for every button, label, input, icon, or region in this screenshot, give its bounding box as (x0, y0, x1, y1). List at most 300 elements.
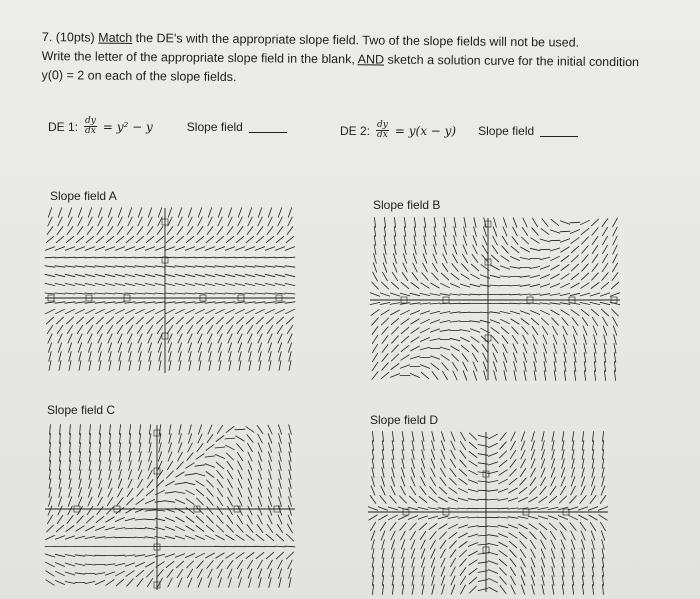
slope-segment (136, 317, 143, 324)
slope-segment (246, 309, 255, 313)
slope-segment (469, 560, 477, 565)
slope-segment (439, 487, 446, 494)
slope-segment (391, 354, 398, 361)
slope-segment (119, 443, 121, 453)
slope-segment (135, 257, 145, 258)
slope-segment (69, 488, 72, 498)
slope-segment (75, 266, 85, 267)
slope-segment (613, 236, 617, 245)
slope-segment (235, 266, 245, 267)
slope-segment (197, 325, 203, 333)
slope-segment (442, 263, 448, 271)
slope-segment (236, 317, 243, 324)
slope-segment (266, 317, 273, 324)
slope-segment (287, 227, 293, 235)
slope-segment (289, 461, 291, 471)
slope-segment (511, 432, 515, 441)
slope-segment (503, 353, 507, 362)
slope-segment (235, 293, 245, 294)
slope-segment (259, 361, 261, 371)
de1-answer-blank[interactable] (249, 120, 287, 133)
slope-segment (186, 499, 194, 505)
slope-segment (410, 356, 420, 359)
de2-answer-blank[interactable] (540, 124, 578, 137)
slope-segment (441, 558, 445, 567)
slope-segment (449, 532, 457, 538)
slope-segment (612, 309, 619, 316)
slope-segment (510, 285, 520, 286)
slope-segment (394, 254, 397, 264)
slope-segment (580, 522, 586, 530)
slope-segment (373, 272, 378, 281)
slope-segment (227, 560, 233, 568)
slope-segment (88, 217, 92, 226)
slope-segment (96, 236, 104, 242)
slope-segment (482, 344, 488, 352)
slope-segment (257, 425, 263, 433)
slope-segment (218, 334, 222, 343)
slope-segment (196, 526, 204, 532)
slope-segment (85, 274, 95, 276)
slope-segment (520, 258, 530, 260)
slope-segment (600, 495, 606, 503)
slope-segment (483, 353, 488, 362)
slope-segment (539, 523, 547, 529)
slope-segment (228, 506, 233, 515)
slope-segment (195, 257, 205, 258)
slope-segment (451, 432, 455, 441)
slope-segment (592, 228, 598, 236)
slope-segment (257, 325, 263, 333)
slope-segment (532, 585, 535, 595)
slope-segment (524, 362, 526, 372)
slope-segment (468, 499, 478, 501)
slope-segment (188, 434, 191, 443)
slope-segment (403, 254, 406, 263)
slope-segment (574, 371, 575, 381)
slope-segment (108, 217, 112, 226)
slope-segment (582, 549, 584, 559)
slope-segment (424, 236, 426, 246)
slope-segment (227, 453, 234, 460)
slope-segment (564, 362, 566, 372)
slope-segment (115, 247, 124, 251)
slope-field-b[interactable] (370, 218, 620, 380)
slope-segment (592, 236, 598, 244)
slope-segment (461, 345, 469, 351)
slope-segment (411, 549, 414, 558)
slope-segment (166, 481, 175, 486)
slope-segment (452, 362, 457, 370)
slope-segment (125, 302, 135, 303)
slope-segment (229, 361, 231, 371)
slope-segment (88, 497, 92, 506)
slope-segment (412, 558, 415, 568)
slope-segment (76, 309, 85, 313)
slope-segment (420, 487, 426, 495)
slope-segment (125, 266, 135, 267)
slope-segment (227, 515, 233, 523)
slope-segment (275, 302, 285, 303)
slope-segment (167, 227, 173, 235)
slope-segment (488, 481, 498, 483)
slope-segment (69, 461, 70, 471)
slope-segment (430, 329, 439, 332)
slope-segment (550, 248, 560, 251)
slope-segment (205, 266, 215, 267)
slope-segment (510, 559, 516, 567)
slope-segment (127, 498, 134, 505)
slope-segment (70, 425, 71, 435)
slope-segment (530, 487, 537, 494)
slope-segment (601, 282, 609, 288)
slope-segment (519, 524, 528, 529)
slope-segment (582, 255, 588, 263)
slope-segment (268, 208, 271, 217)
slope-segment (55, 536, 64, 540)
slope-segment (522, 227, 528, 235)
slope-segment (472, 353, 477, 362)
slope-segment (228, 497, 233, 506)
slope-segment (78, 217, 82, 226)
slope-segment (88, 488, 91, 497)
slope-segment (77, 516, 84, 523)
slope-segment (127, 579, 134, 586)
slope-segment (186, 490, 195, 495)
slope-segment (259, 578, 261, 588)
slope-segment (229, 578, 232, 588)
slope-segment (149, 352, 151, 362)
slope-segment (215, 266, 225, 267)
slope-segment (462, 264, 469, 271)
slope-segment (176, 526, 185, 530)
slope-segment (520, 541, 526, 549)
slope-segment (129, 352, 131, 362)
slope-segment (119, 361, 121, 371)
slope-segment (135, 537, 145, 538)
slope-segment (206, 317, 213, 324)
slope-segment (542, 326, 547, 334)
slope-segment (98, 208, 101, 217)
slope-segment (584, 353, 586, 363)
slope-segment (473, 371, 476, 380)
de1-row (48, 117, 287, 136)
slope-segment (591, 219, 598, 226)
slope-segment (380, 303, 390, 305)
slope-segment (118, 217, 122, 226)
slope-segment (66, 309, 75, 313)
slope-segment (115, 293, 125, 294)
slope-segment (175, 483, 185, 485)
slope-segment (571, 486, 576, 495)
slope-segment (401, 540, 404, 549)
slope-segment (75, 257, 85, 258)
slope-segment (389, 515, 398, 520)
slope-segment (238, 479, 242, 488)
slope-segment (178, 334, 182, 343)
slope-segment (581, 220, 590, 224)
slope-segment (450, 558, 455, 567)
slope-segment (286, 309, 295, 313)
slope-segment (275, 293, 285, 294)
slope-segment (248, 470, 252, 479)
slope-segment (521, 585, 524, 594)
slope-segment (45, 266, 55, 267)
slope-segment (159, 361, 161, 371)
slope-segment (439, 497, 448, 502)
slope-segment (499, 470, 507, 476)
slope-segment (255, 283, 265, 285)
slope-segment (235, 247, 244, 251)
slope-segment (478, 481, 488, 482)
slope-segment (85, 257, 95, 258)
slope-segment (156, 236, 164, 242)
slope-segment (528, 508, 538, 510)
slope-segment (511, 585, 515, 594)
slope-segment (432, 263, 437, 272)
slope-segment (450, 338, 460, 340)
slope-segment (148, 343, 151, 352)
slope-segment (277, 227, 283, 235)
slope-segment (493, 353, 497, 362)
slope-segment (149, 434, 151, 444)
slope-segment (265, 266, 275, 267)
slope-segment (521, 558, 526, 567)
slope-segment (188, 208, 191, 217)
slope-segment (411, 468, 414, 477)
slope-segment (285, 283, 295, 285)
slope-segment (79, 443, 80, 453)
slope-segment (612, 273, 618, 281)
slope-segment (147, 480, 153, 488)
slope-segment (107, 497, 112, 505)
slope-segment (443, 254, 447, 263)
slope-segment (552, 459, 555, 469)
slope-segment (286, 317, 293, 324)
slope-segment (216, 525, 223, 532)
slope-field-d[interactable] (368, 432, 608, 592)
slope-segment (117, 227, 123, 235)
slope-segment (237, 227, 243, 235)
slope-segment (189, 352, 191, 362)
slope-segment (601, 522, 606, 531)
slope-segment (208, 578, 211, 587)
slope-segment (178, 443, 182, 452)
slope-segment (106, 580, 114, 586)
slope-segment (70, 443, 71, 453)
slope-segment (422, 567, 425, 577)
slope-segment (155, 283, 165, 285)
slope-segment (227, 525, 234, 532)
slope-segment (541, 540, 546, 549)
slope-segment (503, 218, 506, 227)
slope-segment (500, 276, 510, 277)
slope-segment (76, 317, 83, 324)
slope-segment (531, 549, 536, 558)
slope-segment (400, 523, 406, 531)
slope-segment (85, 581, 95, 583)
slope-segment (208, 217, 212, 226)
slope-segment (258, 217, 262, 226)
slope-segment (452, 264, 458, 272)
slope-segment (510, 550, 517, 557)
slope-segment (562, 567, 564, 577)
slope-segment (155, 510, 165, 511)
slope-segment (540, 275, 549, 279)
slope-segment (462, 254, 467, 263)
slope-segment (520, 285, 530, 287)
problem-line-1-rest: the DE's with the appropriate slope field. Two of the slope fields will not be used. (135, 30, 580, 50)
slope-segment (523, 344, 527, 353)
slope-segment (145, 274, 155, 276)
slope-segment (206, 535, 215, 539)
slope-segment (268, 334, 272, 343)
slope-segment (382, 477, 385, 487)
slope-segment (85, 293, 95, 294)
slope-segment (400, 496, 407, 503)
slope-segment (258, 208, 261, 217)
slope-segment (431, 459, 435, 468)
slope-segment (148, 208, 151, 217)
slope-segment (368, 507, 377, 511)
slope-segment (441, 459, 445, 468)
slope-segment (148, 470, 153, 479)
slope-segment (279, 461, 281, 471)
slope-segment (529, 524, 537, 530)
slope-segment (85, 536, 95, 538)
slope-segment (480, 312, 490, 313)
slope-segment (286, 534, 293, 541)
slope-segment (217, 227, 223, 235)
slope-segment (548, 516, 557, 519)
slope-segment (79, 352, 81, 362)
slope-segment (394, 236, 396, 246)
slope-segment (218, 208, 221, 217)
slope-segment (459, 542, 467, 548)
slope-segment (401, 477, 405, 486)
slope-segment (85, 555, 95, 556)
slope-segment (381, 486, 385, 495)
slope-field-c[interactable] (45, 425, 295, 590)
slope-segment (225, 293, 235, 294)
slope-segment (196, 481, 204, 486)
slope-segment (98, 334, 102, 343)
slope-segment (602, 477, 605, 487)
slope-segment (59, 452, 60, 462)
slope-segment (372, 459, 374, 469)
slope-segment (491, 328, 499, 334)
slope-segment (548, 507, 558, 509)
slope-segment (372, 468, 374, 478)
slope-segment (370, 293, 379, 296)
slope-segment (530, 311, 539, 315)
slope-segment (388, 507, 398, 510)
slope-segment (571, 310, 579, 316)
slope-segment (582, 237, 589, 244)
slope-segment (420, 347, 430, 350)
slope-segment (460, 568, 466, 576)
slope-field-a-label: Slope field A (50, 189, 117, 203)
slope-segment (561, 310, 569, 315)
slope-segment (48, 506, 52, 515)
slope-segment (247, 435, 253, 443)
slope-segment (468, 534, 478, 537)
slope-segment (236, 309, 245, 313)
slope-segment (380, 522, 386, 530)
slope-segment (237, 515, 242, 524)
slope-segment (198, 425, 201, 434)
slope-segment (372, 372, 378, 380)
slope-segment (401, 345, 409, 351)
slope-segment (167, 461, 172, 470)
slope-segment (411, 531, 416, 540)
slope-segment (581, 309, 589, 315)
slope-segment (100, 425, 101, 435)
slope-segment (530, 477, 536, 485)
slope-segment (414, 218, 415, 228)
slope-segment (440, 312, 450, 314)
slope-segment (217, 488, 222, 496)
slope-segment (217, 561, 223, 569)
slope-segment (248, 569, 252, 578)
slope-segment (374, 218, 375, 228)
slope-segment (552, 450, 555, 460)
slope-segment (511, 441, 516, 450)
slope-segment (412, 567, 414, 577)
slope-segment (78, 497, 82, 506)
slope-segment (521, 441, 525, 450)
slope-segment (550, 303, 560, 304)
slope-segment (499, 551, 507, 557)
slope-segment (552, 585, 554, 595)
slope-segment (248, 217, 252, 226)
slope-segment (472, 345, 479, 352)
slope-segment (490, 285, 500, 286)
slope-segment (562, 558, 564, 568)
slope-field-a[interactable] (45, 208, 295, 373)
slope-segment (372, 327, 378, 335)
slope-segment (540, 257, 550, 260)
slope-segment (108, 343, 111, 352)
slope-segment (286, 236, 294, 242)
slope-segment (46, 562, 55, 567)
slope-segment (561, 531, 566, 540)
slope-segment (414, 245, 417, 255)
slope-segment (225, 438, 235, 439)
slope-segment (266, 534, 274, 540)
slope-segment (157, 570, 163, 578)
slope-segment (571, 255, 578, 262)
slope-segment (450, 284, 459, 288)
slope-segment (581, 228, 589, 234)
slope-segment (508, 508, 518, 509)
slope-segment (289, 425, 292, 435)
slope-segment (532, 326, 538, 334)
slope-segment (289, 497, 292, 507)
slope-segment (175, 257, 185, 258)
slope-segment (382, 336, 388, 344)
slope-segment (501, 327, 509, 334)
slope-segment (207, 489, 213, 497)
slope-segment (404, 245, 406, 255)
slope-segment (551, 274, 560, 279)
slope-segment (530, 275, 540, 278)
slope-segment (169, 434, 171, 444)
slope-segment (156, 309, 165, 313)
slope-segment (412, 273, 418, 281)
slope-segment (105, 266, 115, 267)
slope-segment (128, 343, 131, 352)
